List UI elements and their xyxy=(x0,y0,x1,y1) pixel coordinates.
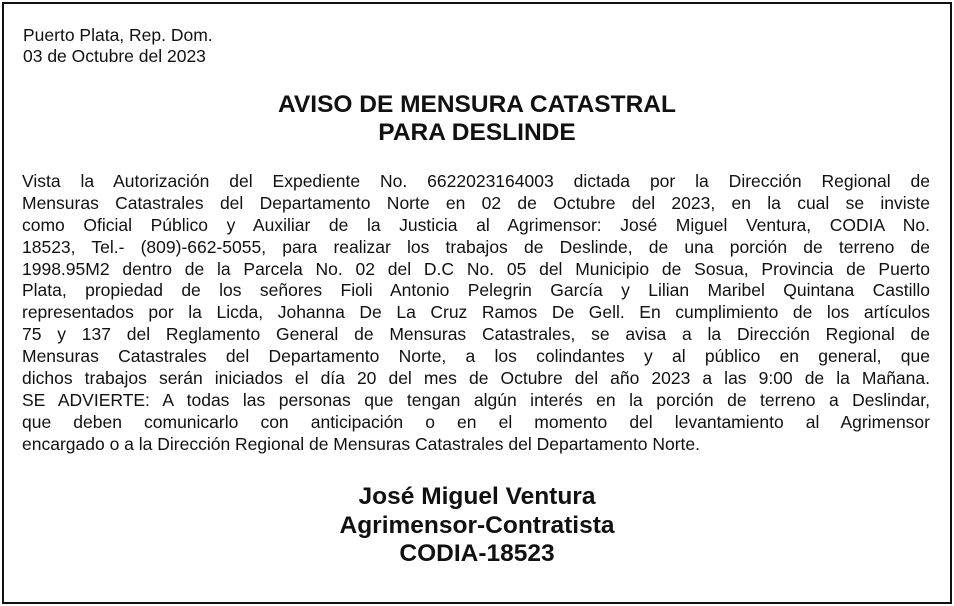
signature-role: Agrimensor-Contratista xyxy=(339,511,615,539)
notice-body xyxy=(22,171,930,456)
body-line: 75 y 137 del Reglamento General de Mensuras Catastrales, se avisa a la Dirección Regional de xyxy=(22,324,930,345)
body-line: Plata, propiedad de los señores Fioli Antonio Pelegrin García y Lilian Maribel Quintana Castillo xyxy=(22,280,930,301)
title-line-1: AVISO DE MENSURA CATASTRAL xyxy=(278,91,676,118)
body-line: 1998.95M2 dentro de la Parcela No. 02 del D.C No. 05 del Municipio de Sosua, Provincia de Puerto xyxy=(22,258,930,279)
body-line: Mensuras Catastrales del Departamento Norte en 02 de Octubre del 2023, en la cual se inviste xyxy=(22,192,930,213)
body-line-last: encargado o a la Dirección Regional de Mensuras Catastrales del Departamento Norte. xyxy=(22,433,701,454)
notice-title xyxy=(4,91,950,147)
date-line: 03 de Octubre del 2023 xyxy=(23,46,206,66)
signature-license: CODIA-18523 xyxy=(399,540,555,567)
body-line: dichos trabajos serán iniciados el día 20 del mes de Octubre del año 2023 a las 9:00 de la Mañana. xyxy=(22,368,930,389)
header-block xyxy=(23,25,213,67)
body-line: 18523, Tel.- (809)-662-5055, para realizar los trabajos de Deslinde, de una porción de terreno de xyxy=(22,236,930,257)
body-line: que deben comunicarlo con anticipación o en el momento del levantamiento al Agrimensor xyxy=(22,411,930,432)
signature-block xyxy=(4,483,950,569)
body-line: Mensuras Catastrales del Departamento Norte, a los colindantes y al público en general, que xyxy=(22,346,930,367)
location-line: Puerto Plata, Rep. Dom. xyxy=(23,25,213,45)
signature-name: José Miguel Ventura xyxy=(358,483,596,510)
body-line: Vista la Autorización del Expediente No. 6622023164003 dictada por la Dirección Regional de xyxy=(22,171,930,191)
title-line-2: PARA DESLINDE xyxy=(378,119,576,146)
body-line: como Oficial Público y Auxiliar de la Justicia al Agrimensor: José Miguel Ventura, CODIA No. xyxy=(22,214,930,235)
notice-box xyxy=(2,2,952,604)
body-line: representados por la Licda, Johanna De La Cruz Ramos De Gell. En cumplimiento de los artículos xyxy=(22,302,930,323)
body-line: SE ADVIERTE: A todas las personas que tengan algún interés en la porción de terreno a Deslindar, xyxy=(22,389,930,410)
